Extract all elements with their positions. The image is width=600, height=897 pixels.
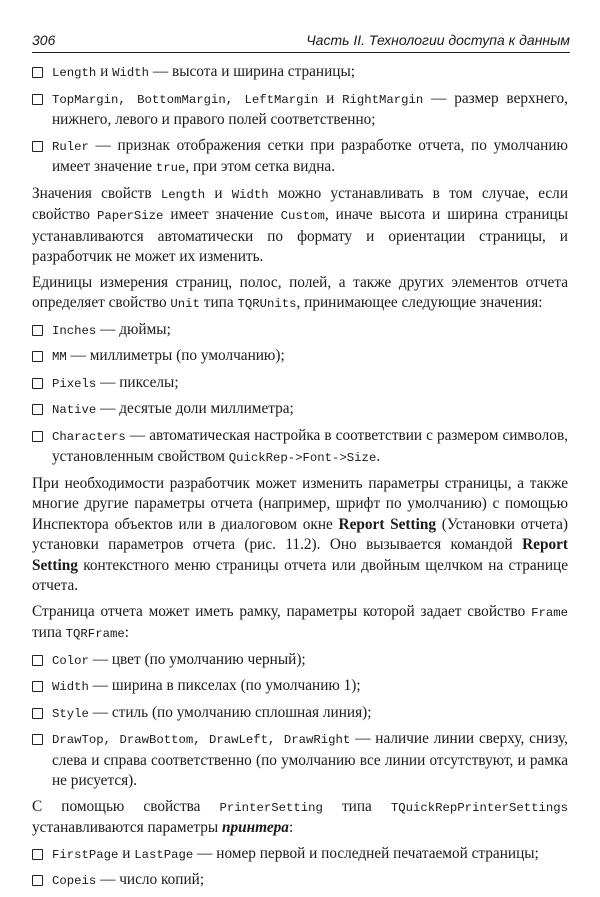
emphasis-text: принтера	[221, 819, 289, 836]
text-run: .	[376, 448, 381, 465]
code-term: Ruler	[52, 139, 89, 154]
text-run: типа	[199, 294, 238, 311]
chapter-title: Часть II. Технологии доступа к данным	[306, 32, 570, 48]
paragraph	[32, 797, 568, 839]
code-term: Characters	[52, 429, 126, 444]
paragraph	[32, 474, 568, 597]
text-run: контекстного меню страницы отчета или двойным щелчком на странице отчета.	[32, 556, 568, 594]
checkbox-bullet-icon	[32, 378, 43, 389]
paragraph	[32, 273, 568, 315]
checkbox-bullet-icon	[32, 141, 43, 152]
text-run: :	[288, 819, 294, 836]
code-term: true	[155, 161, 186, 175]
text-run: , при этом сетка видна.	[185, 158, 336, 175]
text-run: — номер первой и последней печатаемой страницы;	[193, 844, 539, 862]
text-run: — миллиметры (по умолчанию);	[66, 347, 285, 364]
text-run: — признак отображения сетки при разработке отчета, по умолчанию имеет значение	[52, 136, 568, 175]
checkbox-bullet-icon	[32, 708, 43, 719]
list-item	[32, 89, 568, 131]
text-run: — цвет (по умолчанию черный);	[88, 650, 306, 668]
running-header	[32, 30, 570, 53]
code-term: Frame	[531, 605, 568, 620]
code-term: Unit	[170, 297, 200, 311]
code-term: QuickRep->Font->Size	[228, 451, 377, 465]
code-term: RightMargin	[342, 92, 424, 107]
list-item	[32, 320, 568, 342]
code-term: Inches	[52, 323, 97, 338]
checkbox-bullet-icon	[32, 655, 43, 666]
code-term: FirstPage	[52, 847, 119, 862]
list-item	[32, 373, 568, 395]
text-run: , принимающее следующие значения:	[296, 294, 543, 311]
checkbox-bullet-icon	[32, 875, 43, 886]
checkbox-bullet-icon	[32, 431, 43, 442]
text-run: — дюймы;	[96, 320, 171, 338]
text-run: устанавливаются параметры	[32, 819, 222, 836]
code-term: TQRFrame	[65, 627, 125, 641]
list-item	[32, 870, 568, 892]
text-run: имеет значение	[163, 206, 281, 223]
text-run: , иначе высота и ширина страницы устанавливаются автоматически по формату и ориентации страницы, и разработчик не может их изменить.	[32, 206, 568, 265]
paragraph	[32, 184, 568, 268]
code-term: Length	[160, 187, 206, 202]
list-item	[32, 650, 568, 672]
page-number: 306	[32, 32, 56, 48]
text-run: :	[124, 624, 129, 641]
code-term: TQuickRepPrinterSettings	[390, 800, 568, 815]
checkbox-bullet-icon	[32, 351, 43, 362]
code-term: TopMargin, BottomMargin, LeftMargin	[52, 92, 319, 107]
code-term: Custom	[280, 209, 325, 223]
text-run: — пикселы;	[96, 373, 179, 391]
code-term: LastPage	[134, 847, 194, 862]
list-item	[32, 729, 568, 792]
list-item	[32, 703, 568, 725]
text-run: — размер верхнего, нижнего, левого и правого полей соответственно;	[52, 89, 568, 128]
list-item	[32, 62, 568, 84]
list-item	[32, 399, 568, 421]
list-item	[32, 844, 568, 866]
emphasis-text: Report Setting	[32, 536, 568, 574]
code-term: Copeis	[52, 874, 97, 888]
text-run: — ширина в пикселах (по умолчанию 1);	[88, 677, 361, 694]
checkbox-bullet-icon	[32, 849, 43, 860]
code-term: PaperSize	[96, 209, 164, 223]
code-term: Color	[52, 653, 89, 668]
text-run: типа	[32, 624, 66, 641]
text-run: Единицы измерения страниц, полос, полей, а также других элементов отчета определяет свойство	[32, 273, 568, 311]
text-run: и	[96, 63, 113, 80]
list-item	[32, 136, 568, 179]
list-item	[32, 346, 568, 368]
code-term: Width	[112, 66, 150, 80]
text-run: — число копий;	[96, 871, 205, 888]
checkbox-bullet-icon	[32, 681, 43, 692]
code-term: Native	[52, 403, 97, 417]
text-run: — стиль (по умолчанию сплошная линия);	[88, 703, 372, 721]
checkbox-bullet-icon	[32, 734, 43, 745]
code-term: Style	[52, 706, 89, 721]
text-run: типа	[322, 797, 391, 815]
code-term: PrinterSetting	[219, 800, 323, 815]
text-run: — автоматическая настройка в соответствии с размером символов, установленным свойством	[52, 426, 568, 465]
code-term: DrawTop, DrawBottom, DrawLeft, DrawRight	[52, 733, 351, 747]
code-term: MM	[52, 350, 67, 364]
list-item	[32, 676, 568, 698]
text-run: — десятые доли миллиметра;	[96, 400, 294, 417]
text-run: и	[205, 184, 232, 202]
text-run: — наличие линии сверху, снизу, слева и справа соответственно (по умолчанию все линии отсутствуют, и рамка не рисуется).	[52, 730, 568, 789]
code-term: Width	[231, 187, 269, 202]
text-run: При необходимости разработчик может изменить параметры страницы, а также многие другие параметры отчета (например, шрифт по умолчанию) с помощью Инспектора объектов или в диалоговом окне	[32, 474, 568, 533]
text-run: Значения свойств	[32, 184, 161, 202]
checkbox-bullet-icon	[32, 94, 43, 105]
text-run: можно устанавливать в том случае, если свойство	[32, 184, 569, 223]
checkbox-bullet-icon	[32, 404, 43, 415]
checkbox-bullet-icon	[32, 325, 43, 336]
emphasis-text: Report Setting	[338, 515, 437, 533]
list-item	[32, 426, 568, 469]
code-term: TQRUnits	[237, 297, 297, 311]
text-run: — высота и ширина страницы;	[149, 63, 355, 80]
text-run: и	[118, 844, 135, 862]
checkbox-bullet-icon	[32, 67, 43, 78]
text-run: и	[318, 89, 343, 107]
text-run: (Установки отчета) установки параметров отчета (рис. 11.2). Оно вызывается командой	[32, 515, 569, 553]
code-term: Pixels	[52, 376, 97, 391]
code-term: Length	[52, 66, 97, 80]
text-run: Страница отчета может иметь рамку, параметры которой задает свойство	[32, 602, 532, 620]
code-term: Width	[52, 680, 89, 694]
page-body	[32, 62, 568, 897]
paragraph	[32, 602, 568, 645]
text-run: С помощью свойства	[32, 797, 220, 815]
